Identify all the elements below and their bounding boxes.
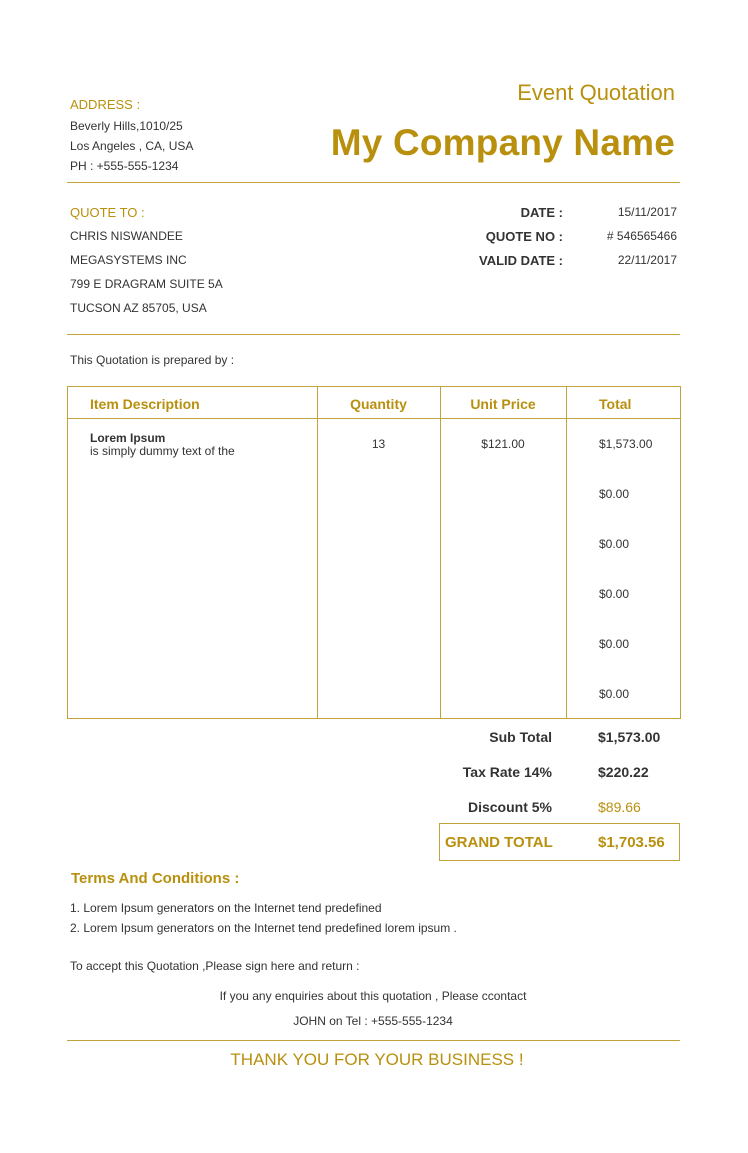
prepared-by-label: This Quotation is prepared by : — [70, 353, 235, 367]
tax-label: Tax Rate 14% — [462, 764, 552, 780]
accept-instructions: To accept this Quotation ,Please sign here and return : — [70, 959, 360, 973]
items-table — [67, 386, 681, 719]
column-divider — [566, 387, 567, 718]
discount-value: $89.66 — [598, 799, 641, 815]
address-line-street: Beverly Hills,1010/25 — [70, 119, 183, 133]
item-description: is simply dummy text of the — [90, 444, 235, 458]
footer-divider — [67, 1040, 680, 1041]
item-quantity: 13 — [371, 437, 386, 451]
tax-value: $220.22 — [598, 764, 649, 780]
client-name: CHRIS NISWANDEE — [70, 229, 183, 243]
valid-date-value: 22/11/2017 — [617, 253, 677, 267]
address-label: ADDRESS : — [70, 97, 141, 112]
thank-you-message: THANK YOU FOR YOUR BUSINESS ! — [230, 1050, 524, 1069]
column-header-quantity: Quantity — [350, 396, 407, 412]
client-street: 799 E DRAGRAM SUITE 5A — [70, 277, 223, 291]
row-total: $0.00 — [599, 687, 630, 701]
grand-total-value: $1,703.56 — [598, 834, 665, 851]
item-name: Lorem Ipsum — [90, 431, 166, 445]
client-divider — [67, 334, 680, 335]
subtotal-label: Sub Total — [489, 729, 552, 745]
row-total: $0.00 — [599, 487, 630, 501]
quote-no-label: QUOTE NO : — [485, 229, 563, 244]
row-total: $0.00 — [599, 537, 630, 551]
address-line-city: Los Angeles , CA, USA — [70, 139, 194, 153]
column-header-total: Total — [599, 396, 632, 412]
item-unit-price: $121.00 — [481, 437, 525, 451]
terms-item: 1. Lorem Ipsum generators on the Internet tend predefined — [70, 901, 382, 915]
address-line-phone: PH : +555-555-1234 — [70, 159, 179, 173]
enquiry-text: If you any enquiries about this quotation , Please ccontact — [219, 989, 527, 1003]
terms-item: 2. Lorem Ipsum generators on the Internet tend predefined lorem ipsum . — [70, 921, 457, 935]
company-name: My Company Name — [330, 122, 675, 163]
contact-text: JOHN on Tel : +555-555-1234 — [293, 1014, 453, 1028]
header-row-divider — [68, 418, 680, 419]
row-total: $0.00 — [599, 637, 630, 651]
grand-total-label: GRAND TOTAL — [445, 834, 553, 851]
column-header-description: Item Description — [90, 396, 200, 412]
subtotal-value: $1,573.00 — [598, 729, 661, 745]
header-divider — [67, 182, 680, 183]
discount-label: Discount 5% — [467, 799, 552, 815]
date-label: DATE : — [520, 205, 563, 220]
client-company: MEGASYSTEMS INC — [70, 253, 187, 267]
quote-to-label: QUOTE TO : — [70, 205, 145, 220]
quote-no-value: # 546565466 — [606, 229, 677, 243]
terms-title: Terms And Conditions : — [71, 870, 240, 887]
row-total: $0.00 — [599, 587, 630, 601]
row-total: $1,573.00 — [599, 437, 653, 451]
column-header-unit-price: Unit Price — [470, 396, 536, 412]
valid-date-label: VALID DATE : — [478, 253, 563, 268]
date-value: 15/11/2017 — [617, 205, 677, 219]
client-city: TUCSON AZ 85705, USA — [70, 301, 207, 315]
document-title: Event Quotation — [517, 80, 675, 105]
